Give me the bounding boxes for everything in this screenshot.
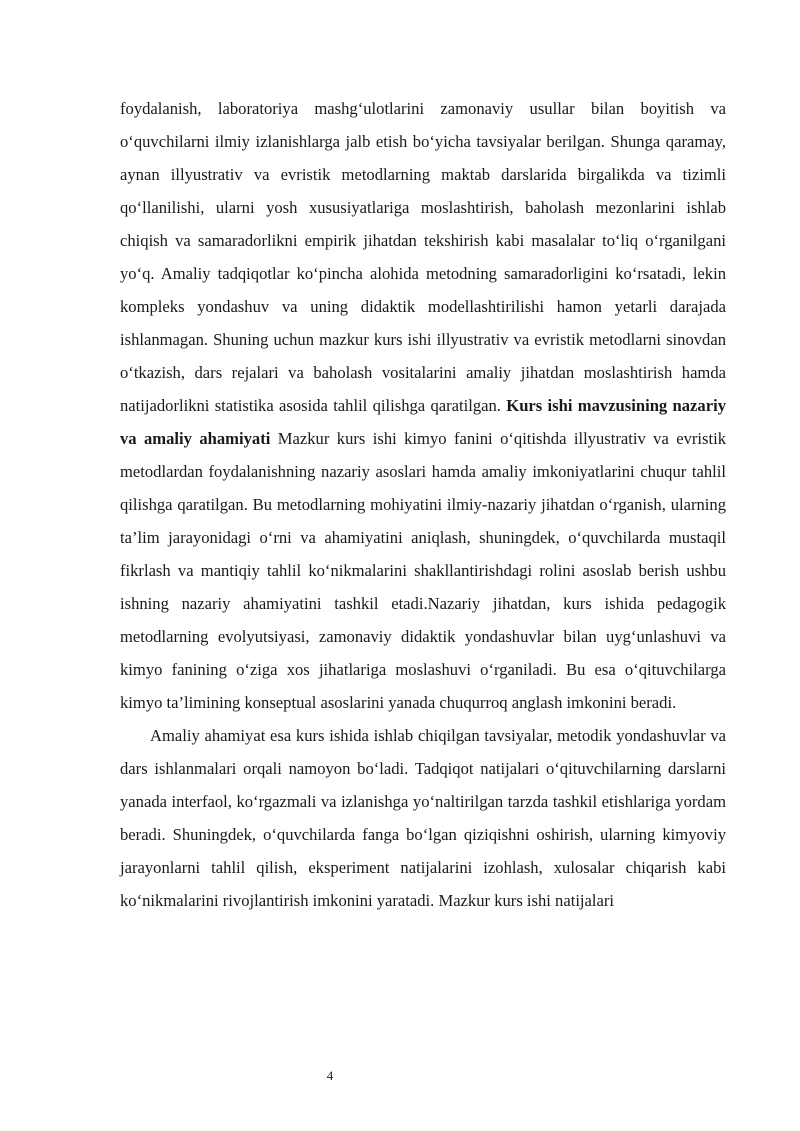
page-number: 4 xyxy=(326,1068,334,1083)
paragraph-text: foydalanish, laboratoriya mashg‘ulotlarini zamonaviy usullar bilan boyitish va o‘quvchilarni ilmiy izlanishlarga jalb etish bo‘yicha tavsiyalar berilgan. Shunga qaramay, aynan illyustrativ va evristik metodlarning maktab darslarida birgalikda va tizimli qo‘llanilishi, ularni yosh xususiyatlariga moslashtirish, baholash mezonlarini ishlab chiqish va samaradorlikni empirik jihatdan tekshirish kabi masalalar to‘liq o‘rganilgani yo‘q. Amaliy tadqiqotlar ko‘pincha alohida metodning samaradorligini ko‘rsatadi, lekin kompleks yondashuv va uning didaktik modellashtirilishi hamon yetarli darajada ishlanmagan. Shuning uchun mazkur kurs ishi illyustrativ va evristik metodlarni sinovdan o‘tkazish, dars rejalari va baholash vositalarini amaliy jihatdan moslashtirish hamda natijadorlikni statistika asosida tahlil qilishga qaratilgan. xyxy=(120,99,726,415)
body-text xyxy=(120,92,726,917)
paragraph-text: Mazkur kurs ishi kimyo fanini o‘qitishda illyustrativ va evristik metodlardan foydalanishning nazariy asoslari hamda amaliy imkoniyatlarini chuqur tahlil qilishga qaratilgan. Bu metodlarning mohiyatini ilmiy-nazariy jihatdan o‘rganish, ularning ta’lim jarayonidagi o‘rni va ahamiyatini aniqlash, shuningdek, o‘quvchilarda mustaqil fikrlash va mantiqiy tahlil ko‘nikmalarini shakllantirishdagi rolini asoslab berish ushbu ishning nazariy ahamiyatini tashkil etadi.Nazariy jihatdan, kurs ishida pedagogik metodlarning evolyutsiyasi, zamonaviy didaktik yondashuvlar bilan uyg‘unlashuvi va kimyo fanining o‘ziga xos jihatlariga moslashuvi o‘rganiladi. Bu esa o‘qituvchilarga kimyo ta’limining konseptual asoslarini yanada chuqurroq anglash imkonini beradi. xyxy=(120,429,727,712)
paragraph xyxy=(120,92,726,719)
paragraph: Amaliy ahamiyat esa kurs ishida ishlab chiqilgan tavsiyalar, metodik yondashuvlar va dars ishlanmalari orqali namoyon bo‘ladi. Tadqiqot natijalari o‘qituvchilarning darslarni yanada interfaol, ko‘rgazmali va izlanishga yo‘naltirilgan tarzda tashkil etishlariga yordam beradi. Shuningdek, o‘quvchilarda fanga bo‘lgan qiziqishni oshirish, ularning kimyoviy jarayonlarni tahlil qilish, eksperiment natijalarini izohlash, xulosalar chiqarish kabi ko‘nikmalarini rivojlantirish imkonini yaratadi. Mazkur kurs ishi natijalari xyxy=(120,726,726,910)
section-heading: Kurs ishi mavzusining nazariy va amaliy ahamiyati xyxy=(120,396,726,448)
